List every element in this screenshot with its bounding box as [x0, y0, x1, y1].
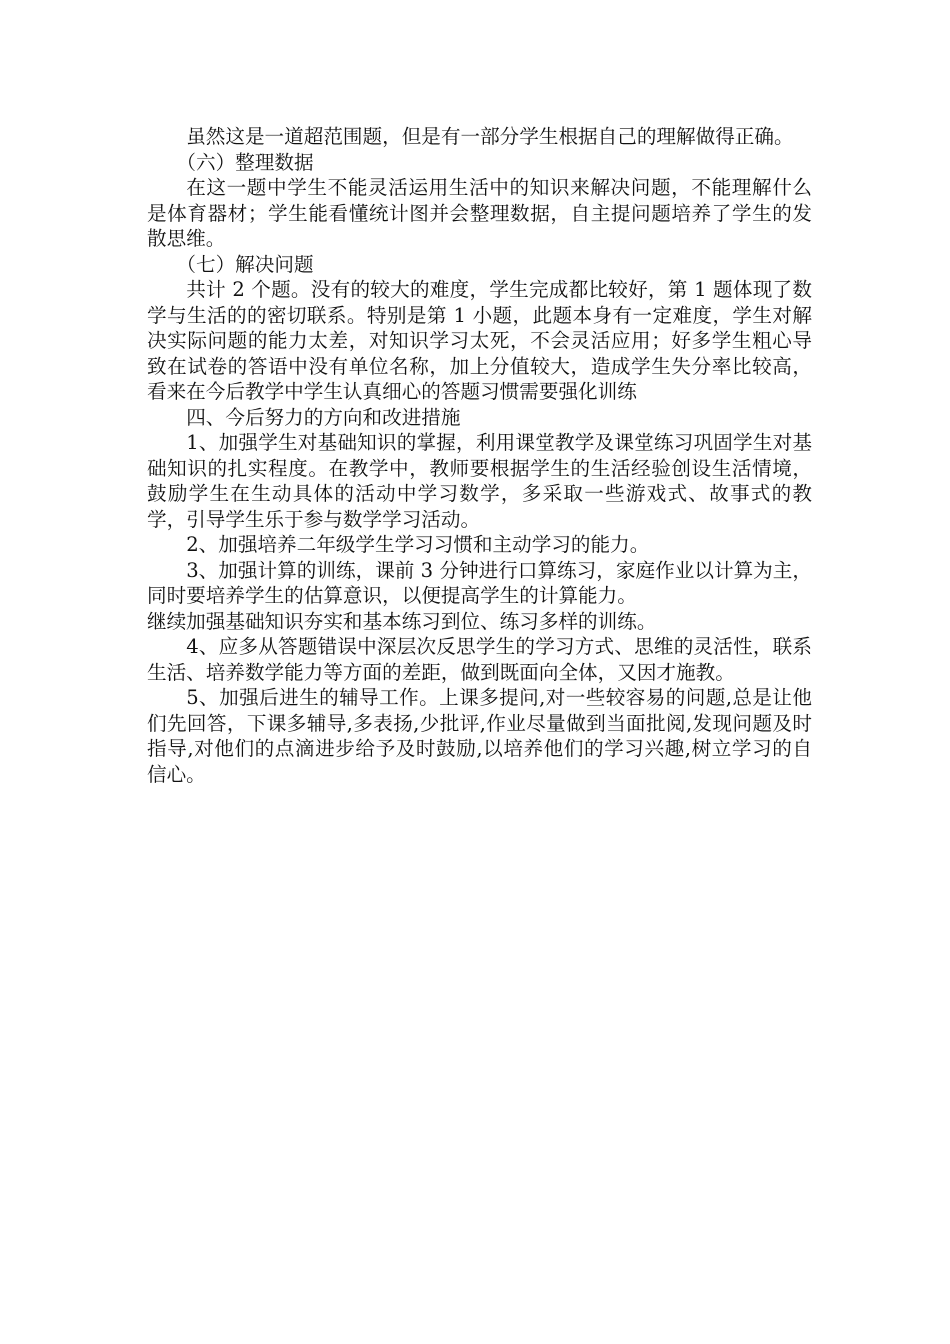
paragraph-measure-3-continued: 继续加强基础知识夯实和基本练习到位、练习多样的训练。: [147, 609, 657, 633]
heading-solve-problems: （七）解决问题: [176, 252, 314, 276]
paragraph-measure-4: 4、应多从答题错误中深层次反思学生的学习方式、思维的灵活性，联系生活、培养数学能力等方面的差距，做到既面向全体，又因才施教。: [147, 635, 812, 684]
paragraph-solve-problems: 共计 2 个题。没有的较大的难度，学生完成都比较好，第 1 题体现了数学与生活的的密切联系。特别是第 1 小题，此题本身有一定难度，学生对解决实际问题的能力太差，对知识学习太死，不会灵活应用；好多学生粗心导致在试卷的答语中没有单位名称，加上分值较大，造成学生失分率比较高，看来在今后教学中学生认真细心的答题习惯需要强化训练: [147, 278, 812, 403]
paragraph-overreach-question: 虽然这是一道超范围题，但是有一部分学生根据自己的理解做得正确。: [186, 125, 794, 148]
document-body: [147, 124, 812, 787]
paragraph-measure-2: 2、加强培养二年级学生学习习惯和主动学习的能力。: [186, 533, 650, 556]
paragraph-organize-data: 在这一题中学生不能灵活运用生活中的知识来解决问题，不能理解什么是体育器材；学生能看懂统计图并会整理数据，自主提问题培养了学生的发散思维。: [147, 176, 812, 250]
paragraph-measure-3: 3、加强计算的训练，课前 3 分钟进行口算练习，家庭作业以计算为主，同时要培养学生的估算意识，以便提高学生的计算能力。: [147, 558, 812, 607]
paragraph-measure-5: 5、加强后进生的辅导工作。上课多提问,对一些较容易的问题,总是让他们先回答，下课多辅导,多表扬,少批评,作业尽量做到当面批阅,发现问题及时指导,对他们的点滴进步给予及时鼓励,以培养他们的学习兴趣,树立学习的自信心。: [147, 686, 812, 786]
heading-future-directions: 四、今后努力的方向和改进措施: [186, 405, 461, 429]
paragraph-measure-1: 1、加强学生对基础知识的掌握，利用课堂教学及课堂练习巩固学生对基础知识的扎实程度。在教学中，教师要根据学生的生活经验创设生活情境，鼓励学生在生动具体的活动中学习数学，多采取一些游戏式、故事式的教学，引导学生乐于参与数学学习活动。: [147, 431, 812, 531]
heading-organize-data: （六）整理数据: [176, 150, 314, 174]
